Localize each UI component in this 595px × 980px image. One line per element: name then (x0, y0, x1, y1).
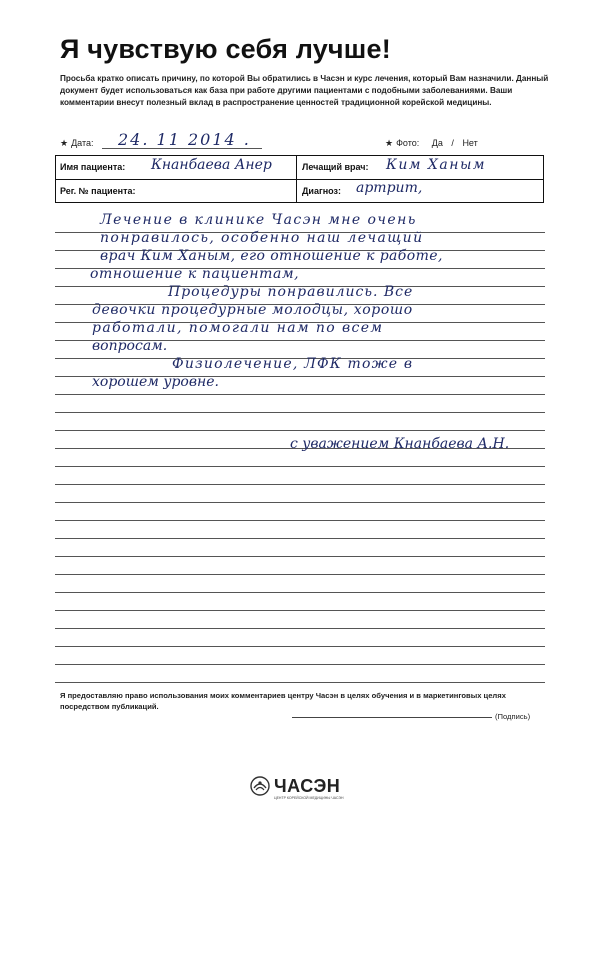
comment-signoff: с уважением Кнанбаева А.Н. (290, 436, 510, 452)
brand-logo (250, 776, 344, 800)
photo-label: Фото: (396, 138, 420, 148)
date-row (60, 138, 94, 149)
intro-text: Просьба кратко описать причину, по которой Вы обратились в Часэн и курс лечения, который Вам назначили. Данный документ будет использоваться как база при работе другими пациентами с подобными заболеваниями. Ваши комментарии внесут полезный вклад в распространение ценностей традиционной корейской медицины. (60, 74, 549, 107)
ruled-line (55, 682, 545, 683)
ruled-line (55, 574, 545, 575)
signature-label: (Подпись) (495, 712, 531, 721)
logo-emblem-icon (250, 776, 270, 796)
ruled-line (55, 556, 545, 557)
patient-name-field[interactable]: Кнанбаева Анер (151, 157, 272, 173)
doctor-field[interactable]: Ким Ханым (386, 157, 486, 173)
signature-line[interactable] (292, 717, 492, 718)
comment-line: Физиолечение, ЛФК тоже в (172, 356, 414, 372)
doctor-label: Лечащий врач: (302, 162, 369, 172)
ruled-line (55, 538, 545, 539)
comment-line: девочки процедурные молодцы, хорошо (92, 302, 413, 318)
star-icon: ★ (385, 138, 394, 148)
diagnosis-field[interactable]: артрит, (356, 180, 423, 196)
ruled-line (55, 412, 545, 413)
ruled-line (55, 466, 545, 467)
diagnosis-label: Диагноз: (302, 186, 341, 196)
comment-line: Процедуры понравились. Все (168, 284, 414, 300)
ruled-line (55, 394, 545, 395)
comment-line: врач Ким Ханым, его отношение к работе, (100, 248, 443, 264)
date-label: Дата: (71, 138, 94, 148)
logo-name: ЧАСЭН (274, 776, 341, 796)
photo-separator: / (451, 138, 454, 148)
ruled-line (55, 502, 545, 503)
reg-number-label: Рег. № пациента: (60, 186, 136, 196)
ruled-line (55, 592, 545, 593)
logo-subtitle: ЦЕНТР КОРЕЙСКОЙ МЕДИЦИНЫ ЧАСЭН (274, 796, 344, 800)
comment-line: понравилось, особенно наш лечащий (100, 230, 424, 246)
ruled-line (55, 610, 545, 611)
photo-row (385, 138, 478, 149)
comment-line: вопросам. (92, 338, 168, 354)
ruled-line (55, 646, 545, 647)
ruled-line (55, 664, 545, 665)
ruled-line (55, 628, 545, 629)
page-title: Я чувствую себя лучше! (60, 34, 391, 64)
comment-line: хорошем уровне. (92, 374, 219, 390)
patient-info-grid (55, 155, 544, 203)
grid-divider (56, 179, 543, 180)
ruled-line (55, 430, 545, 431)
ruled-line (55, 484, 545, 485)
photo-no[interactable]: Нет (462, 138, 478, 148)
comment-line: Лечение в клинике Часэн мне очень (100, 212, 417, 228)
comment-line: отношение к пациентам, (90, 266, 300, 282)
photo-yes[interactable]: Да (431, 138, 443, 148)
patient-name-label: Имя пациента: (60, 162, 126, 172)
comment-line: работали, помогали нам по всем (92, 320, 384, 336)
star-icon: ★ (60, 138, 69, 148)
consent-text: Я предоставляю право использования моих комментариев центру Часэн в целях обучения и в маркетинговых целях посредством публикаций. (60, 691, 506, 711)
date-value: 24. 11 2014 . (118, 130, 251, 149)
ruled-line (55, 520, 545, 521)
grid-divider (296, 156, 297, 202)
